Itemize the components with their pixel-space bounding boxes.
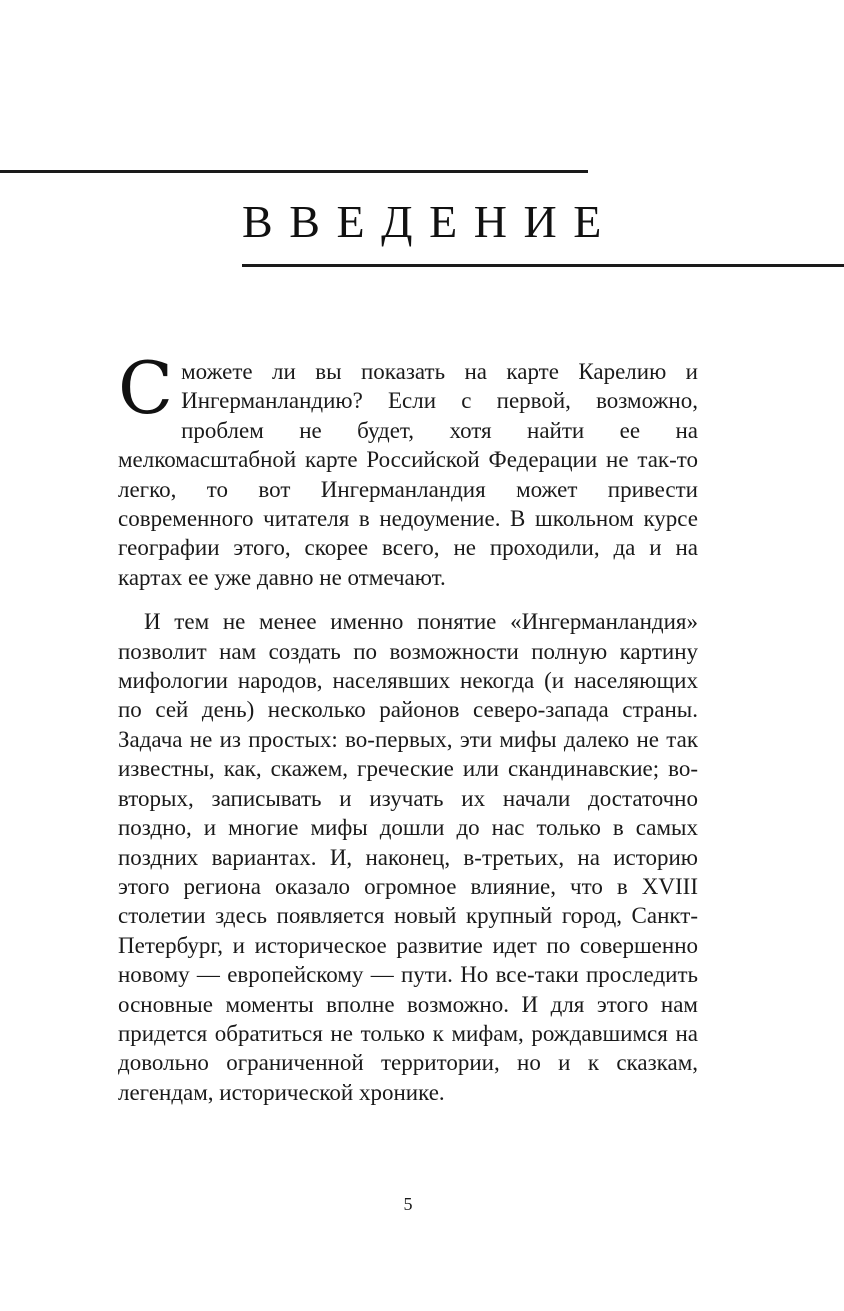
- paragraph-2: И тем не менее именно понятие «Ингерманландия» позволит нам создать по возможности полную картину мифологии народов, населявших некогда (и населяющих по сей день) несколько районов северо-запада страны. Задача не из простых: во-первых, эти мифы далеко не так известны, как, скажем, греческие или скандинавские; во-вторых, записывать и изучать их начали достаточно поздно, и многие мифы дошли до нас только в самых поздних вариантах. И, наконец, в-третьих, на историю этого региона оказало огромное влияние, что в XVIII столетии здесь появляется новый крупный город, Санкт-Петербург, и историческое развитие идет по совершенно новому — европейскому — пути. Но все-таки проследить основные моменты вполне возможно. И для этого нам придется обратиться не только к мифам, рождавшимся на довольно ограниченной территории, но и к сказкам, легендам, исторической хронике.: [118, 609, 698, 1105]
- title-rule-bottom: [242, 264, 844, 267]
- body-text: [118, 346, 698, 1107]
- paragraph-1-text: можете ли вы показать на карте Карелию и Ингерманландию? Если с первой, возможно, проблем не будет, хотя найти ее на мелкомасштабной карте Российской Федерации не так-то легко, то вот Ингерманландия может привести современного читателя в недоумение. В школьном курсе географии этого, скорее всего, не проходили, да и на картах ее уже давно не отмечают.: [118, 359, 698, 590]
- drop-cap: С: [118, 346, 174, 430]
- chapter-title: ВВЕДЕНИЕ: [242, 196, 618, 247]
- title-rule-top: [0, 170, 588, 173]
- page-number: 5: [403, 1194, 413, 1214]
- paragraph-1: [118, 346, 698, 592]
